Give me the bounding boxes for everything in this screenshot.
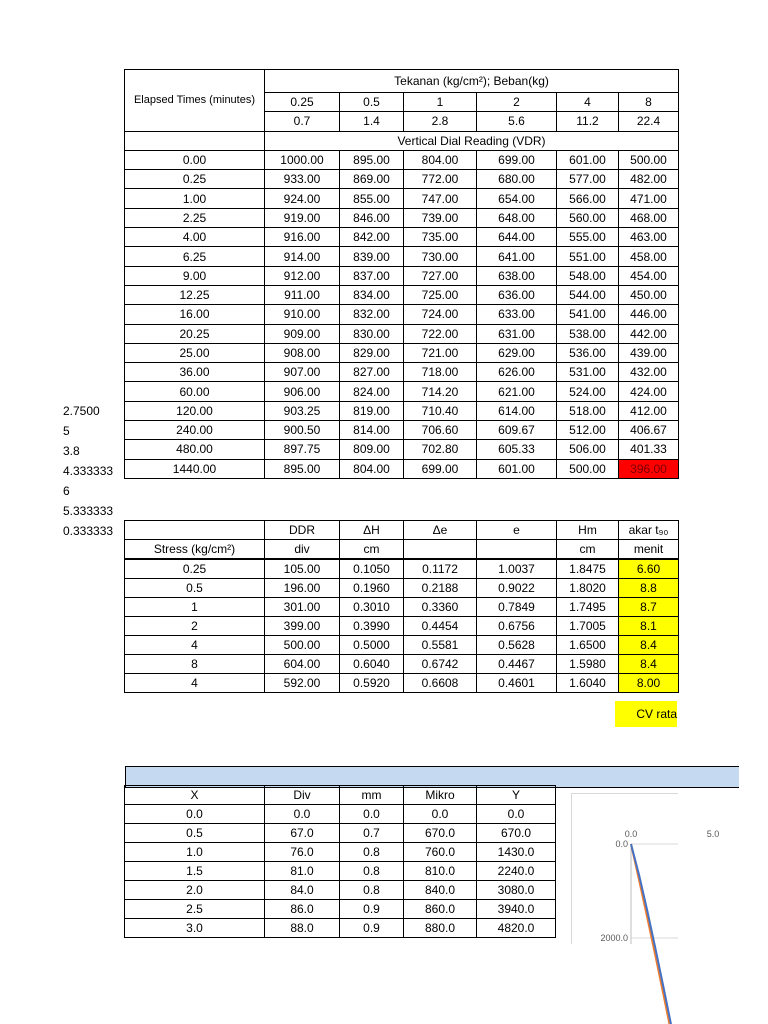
xy-data-cell: 3.0 [125,919,265,938]
result-cell: 0.5581 [404,636,477,655]
dial-reading-cell: 605.33 [477,440,557,459]
stress-cell: 1 [125,598,265,617]
dial-reading-cell: 450.00 [619,285,679,304]
side-value: 5 [63,424,70,438]
dial-reading-cell: 500.00 [557,459,619,478]
x-tick-label: 5.0 [706,829,720,839]
result-cell: 0.3360 [404,598,477,617]
xy-column-header: Div [265,786,340,805]
dial-reading-cell: 541.00 [557,305,619,324]
dial-reading-cell: 621.00 [477,382,557,401]
dial-reading-cell: 846.00 [340,208,404,227]
dial-reading-cell: 730.00 [404,247,477,266]
dial-reading-cell: 644.00 [477,228,557,247]
elapsed-time-cell: 25.00 [125,343,265,362]
table-row [125,421,679,440]
xy-data-cell: 3080.0 [477,881,556,900]
dial-reading-cell: 544.00 [557,285,619,304]
result-cell: 105.00 [265,559,340,579]
xy-data-cell: 760.0 [404,843,477,862]
dial-reading-cell: 895.00 [265,459,340,478]
dial-reading-cell: 814.00 [340,421,404,440]
xy-column-header: X [125,786,265,805]
result-column-header: DDR [265,521,340,540]
dial-reading-cell: 903.25 [265,401,340,420]
xy-data-cell: 0.8 [340,881,404,900]
table-row [125,401,679,420]
cv-average-text: CV rata [636,707,677,721]
result-cell: 0.1050 [340,559,404,579]
dial-reading-cell: 601.00 [477,459,557,478]
table-row [125,674,679,693]
result-column-header: Hm [557,521,619,540]
side-value: 6 [63,484,70,498]
dial-reading-cell: 907.00 [265,363,340,382]
dial-reading-cell: 512.00 [557,421,619,440]
xy-column-header: mm [340,786,404,805]
xy-data-cell: 4820.0 [477,919,556,938]
side-value: 0.333333 [63,524,114,538]
dial-reading-cell: 442.00 [619,324,679,343]
result-cell: 0.3990 [340,617,404,636]
dial-reading-cell: 735.00 [404,228,477,247]
result-cell: 500.00 [265,636,340,655]
elapsed-time-cell: 60.00 [125,382,265,401]
dial-reading-cell: 654.00 [477,189,557,208]
xy-data-cell: 1.0 [125,843,265,862]
result-cell: 0.1960 [340,579,404,598]
xy-data-cell: 0.7 [340,824,404,843]
xy-column-header: Y [477,786,556,805]
dial-reading-cell: 638.00 [477,266,557,285]
result-cell: 8.4 [619,655,679,674]
dial-reading-cell: 629.00 [477,343,557,362]
unit-header [477,540,557,560]
xy-data-table [124,785,556,938]
dial-reading-cell: 566.00 [557,189,619,208]
dial-reading-cell: 631.00 [477,324,557,343]
dial-reading-cell: 601.00 [557,150,619,169]
table-row [125,228,679,247]
cv-average-label [615,701,677,727]
result-cell: 1.7495 [557,598,619,617]
elapsed-time-cell: 0.25 [125,170,265,189]
load-header: 2.8 [404,112,477,131]
dial-reading-cell: 916.00 [265,228,340,247]
dial-reading-cell: 446.00 [619,305,679,324]
table-row [125,655,679,674]
dial-reading-cell: 548.00 [557,266,619,285]
dial-reading-cell: 832.00 [340,305,404,324]
elapsed-time-cell: 20.25 [125,324,265,343]
pressure-header: 8 [619,93,679,112]
stress-cell: 8 [125,655,265,674]
dial-reading-cell: 897.75 [265,440,340,459]
dial-reading-cell: 454.00 [619,266,679,285]
result-cell: 592.00 [265,674,340,693]
dial-reading-cell: 721.00 [404,343,477,362]
dial-reading-cell: 830.00 [340,324,404,343]
side-value: 3.8 [63,444,80,458]
unit-header: cm [557,540,619,560]
series-line [631,844,680,1024]
elapsed-time-cell: 16.00 [125,305,265,324]
result-cell: 0.9022 [477,579,557,598]
elapsed-time-cell: 240.00 [125,421,265,440]
elapsed-time-cell: 36.00 [125,363,265,382]
dial-reading-cell: 819.00 [340,401,404,420]
dial-reading-cell: 834.00 [340,285,404,304]
dial-reading-cell: 804.00 [404,150,477,169]
table-row [125,598,679,617]
dial-reading-cell: 432.00 [619,363,679,382]
xy-column-header: Mikro [404,786,477,805]
result-cell: 1.5980 [557,655,619,674]
result-cell: 1.7005 [557,617,619,636]
result-cell: 1.6500 [557,636,619,655]
xy-data-cell: 0.9 [340,919,404,938]
dial-reading-cell: 842.00 [340,228,404,247]
dial-reading-cell: 747.00 [404,189,477,208]
table-row [125,579,679,598]
dial-reading-cell: 804.00 [340,459,404,478]
table-row [125,824,556,843]
unit-header [404,540,477,560]
xy-data-cell: 860.0 [404,900,477,919]
dial-reading-cell: 551.00 [557,247,619,266]
result-cell: 0.5920 [340,674,404,693]
result-cell: 8.00 [619,674,679,693]
table-row [125,285,679,304]
pressure-header: 0.25 [265,93,340,112]
dial-reading-cell: 739.00 [404,208,477,227]
dial-reading-cell: 471.00 [619,189,679,208]
dial-reading-cell: 560.00 [557,208,619,227]
dial-reading-cell: 827.00 [340,363,404,382]
dial-reading-cell: 482.00 [619,170,679,189]
side-values [63,401,113,541]
result-cell: 0.7849 [477,598,557,617]
result-cell: 0.5628 [477,636,557,655]
result-cell: 1.0037 [477,559,557,579]
result-cell: 0.6756 [477,617,557,636]
side-value: 4.333333 [63,464,114,478]
elapsed-time-cell: 480.00 [125,440,265,459]
dial-reading-cell: 824.00 [340,382,404,401]
result-cell: 8.8 [619,579,679,598]
table-row [125,559,679,579]
xy-data-cell: 0.0 [340,805,404,824]
result-cell: 0.6742 [404,655,477,674]
table-row [125,189,679,208]
result-cell: 0.4454 [404,617,477,636]
result-cell: 1.6040 [557,674,619,693]
xy-data-cell: 0.0 [125,805,265,824]
result-cell: 301.00 [265,598,340,617]
dial-reading-cell: 906.00 [265,382,340,401]
stress-cell: 2 [125,617,265,636]
x-tick-label: 0.0 [624,829,638,839]
y-tick-label: 0.0 [615,839,628,849]
table-row [125,324,679,343]
table-row [125,382,679,401]
elapsed-time-cell: 1440.00 [125,459,265,478]
xy-data-cell: 1.5 [125,862,265,881]
result-cell: 399.00 [265,617,340,636]
elapsed-time-cell: 4.00 [125,228,265,247]
dial-reading-cell: 626.00 [477,363,557,382]
dial-reading-cell: 396.00 [619,459,679,478]
dial-reading-cell: 555.00 [557,228,619,247]
pressure-load-header: Tekanan (kg/cm²); Beban(kg) [265,70,679,93]
xy-data-cell: 0.8 [340,862,404,881]
result-cell: 604.00 [265,655,340,674]
xy-data-cell: 81.0 [265,862,340,881]
elapsed-time-cell: 1.00 [125,189,265,208]
xy-data-cell: 0.0 [404,805,477,824]
dial-reading-cell: 924.00 [265,189,340,208]
xy-data-cell: 0.5 [125,824,265,843]
dial-reading-cell: 829.00 [340,343,404,362]
dial-reading-cell: 933.00 [265,170,340,189]
table-row [125,170,679,189]
result-column-header: Δe [404,521,477,540]
table-row [125,343,679,362]
table-row [125,862,556,881]
dial-reading-cell: 839.00 [340,247,404,266]
dial-reading-cell: 722.00 [404,324,477,343]
xy-data-cell: 670.0 [404,824,477,843]
xy-data-cell: 0.9 [340,900,404,919]
stress-header: Stress (kg/cm²) [125,540,265,560]
dial-reading-cell: 718.00 [404,363,477,382]
dial-reading-cell: 1000.00 [265,150,340,169]
dial-reading-cell: 468.00 [619,208,679,227]
dial-reading-cell: 463.00 [619,228,679,247]
xy-data-cell: 880.0 [404,919,477,938]
table-row [125,208,679,227]
elapsed-times-header: Elapsed Times (minutes) [125,70,265,132]
dial-reading-cell: 412.00 [619,401,679,420]
dial-reading-cell: 910.00 [265,305,340,324]
dial-reading-cell: 900.50 [265,421,340,440]
xy-data-cell: 2.0 [125,881,265,900]
result-cell: 1.8475 [557,559,619,579]
dial-reading-cell: 633.00 [477,305,557,324]
result-cell: 1.8020 [557,579,619,598]
dial-reading-cell: 458.00 [619,247,679,266]
xy-data-cell: 2.5 [125,900,265,919]
unit-header: menit [619,540,679,560]
load-header: 11.2 [557,112,619,131]
pressure-header: 1 [404,93,477,112]
result-column-header: akar t₉₀ [619,521,679,540]
elapsed-time-cell: 2.25 [125,208,265,227]
dial-reading-cell: 725.00 [404,285,477,304]
dial-reading-cell: 710.40 [404,401,477,420]
dial-reading-cell: 895.00 [340,150,404,169]
side-value: 2.7500 [63,404,100,418]
result-cell: 0.3010 [340,598,404,617]
unit-header: div [265,540,340,560]
result-cell: 8.7 [619,598,679,617]
pressure-header: 2 [477,93,557,112]
table-row [125,266,679,285]
elapsed-time-cell: 120.00 [125,401,265,420]
xy-data-cell: 86.0 [265,900,340,919]
settlement-chart-svg [572,794,720,944]
dial-reading-cell: 577.00 [557,170,619,189]
table-row [125,805,556,824]
dial-reading-cell: 641.00 [477,247,557,266]
dial-reading-cell: 401.33 [619,440,679,459]
dial-reading-cell: 727.00 [404,266,477,285]
dial-reading-cell: 518.00 [557,401,619,420]
xy-data-cell: 810.0 [404,862,477,881]
dial-reading-table [124,69,679,479]
table-row [125,900,556,919]
dial-reading-cell: 424.00 [619,382,679,401]
xy-data-cell: 3940.0 [477,900,556,919]
table-row [125,843,556,862]
dial-reading-cell: 648.00 [477,208,557,227]
result-cell: 0.5000 [340,636,404,655]
xy-data-cell: 2240.0 [477,862,556,881]
dial-reading-cell: 869.00 [340,170,404,189]
table-row [125,881,556,900]
dial-reading-cell: 772.00 [404,170,477,189]
table-row [125,247,679,266]
dial-reading-cell: 724.00 [404,305,477,324]
xy-data-cell: 670.0 [477,824,556,843]
dial-reading-cell: 706.60 [404,421,477,440]
dial-reading-cell: 912.00 [265,266,340,285]
result-cell: 8.1 [619,617,679,636]
dial-reading-cell: 500.00 [619,150,679,169]
dial-reading-cell: 699.00 [477,150,557,169]
table-row [125,636,679,655]
dial-reading-cell: 609.67 [477,421,557,440]
table-row [125,440,679,459]
dial-reading-cell: 809.00 [340,440,404,459]
unit-header: cm [340,540,404,560]
dial-reading-cell: 636.00 [477,285,557,304]
table-row [125,305,679,324]
dial-reading-cell: 908.00 [265,343,340,362]
dial-reading-cell: 506.00 [557,440,619,459]
result-cell: 196.00 [265,579,340,598]
xy-data-cell: 67.0 [265,824,340,843]
table-row [125,919,556,938]
elapsed-time-cell: 9.00 [125,266,265,285]
xy-data-cell: 0.8 [340,843,404,862]
table-row [125,150,679,169]
dial-reading-cell: 614.00 [477,401,557,420]
dial-reading-cell: 714.20 [404,382,477,401]
dial-reading-cell: 702.80 [404,440,477,459]
dial-reading-cell: 524.00 [557,382,619,401]
result-cell: 0.4601 [477,674,557,693]
result-cell: 6.60 [619,559,679,579]
dial-reading-cell: 531.00 [557,363,619,382]
stress-cell: 4 [125,636,265,655]
load-header: 1.4 [340,112,404,131]
dial-reading-cell: 699.00 [404,459,477,478]
result-cell: 0.2188 [404,579,477,598]
table-row [125,459,679,478]
dial-reading-cell: 406.67 [619,421,679,440]
table-row [125,617,679,636]
pressure-header: 0.5 [340,93,404,112]
result-cell: 0.6040 [340,655,404,674]
table-row [125,363,679,382]
settlement-chart [571,793,720,944]
dial-reading-cell: 680.00 [477,170,557,189]
elapsed-time-cell: 0.00 [125,150,265,169]
dial-reading-cell: 919.00 [265,208,340,227]
xy-data-cell: 1430.0 [477,843,556,862]
load-header: 22.4 [619,112,679,131]
stress-cell: 0.5 [125,579,265,598]
dial-reading-cell: 538.00 [557,324,619,343]
pressure-header: 4 [557,93,619,112]
xy-data-cell: 88.0 [265,919,340,938]
result-column-header: ΔH [340,521,404,540]
dial-reading-cell: 837.00 [340,266,404,285]
y-tick-label: 2000.0 [600,933,628,943]
vdr-header: Vertical Dial Reading (VDR) [265,131,679,150]
xy-data-cell: 76.0 [265,843,340,862]
result-cell: 8.4 [619,636,679,655]
dial-reading-cell: 914.00 [265,247,340,266]
dial-reading-cell: 439.00 [619,343,679,362]
dial-reading-cell: 911.00 [265,285,340,304]
result-cell: 0.6608 [404,674,477,693]
result-cell: 0.4467 [477,655,557,674]
result-column-header: e [477,521,557,540]
xy-data-cell: 84.0 [265,881,340,900]
xy-data-cell: 0.0 [265,805,340,824]
stress-results-table [124,520,679,693]
result-cell: 0.1172 [404,559,477,579]
xy-data-cell: 840.0 [404,881,477,900]
load-header: 5.6 [477,112,557,131]
dial-reading-cell: 855.00 [340,189,404,208]
dial-reading-cell: 909.00 [265,324,340,343]
stress-cell: 0.25 [125,559,265,579]
stress-cell: 4 [125,674,265,693]
dial-reading-cell: 536.00 [557,343,619,362]
load-header: 0.7 [265,112,340,131]
xy-data-cell: 0.0 [477,805,556,824]
elapsed-time-cell: 12.25 [125,285,265,304]
side-value: 5.333333 [63,504,114,518]
elapsed-time-cell: 6.25 [125,247,265,266]
